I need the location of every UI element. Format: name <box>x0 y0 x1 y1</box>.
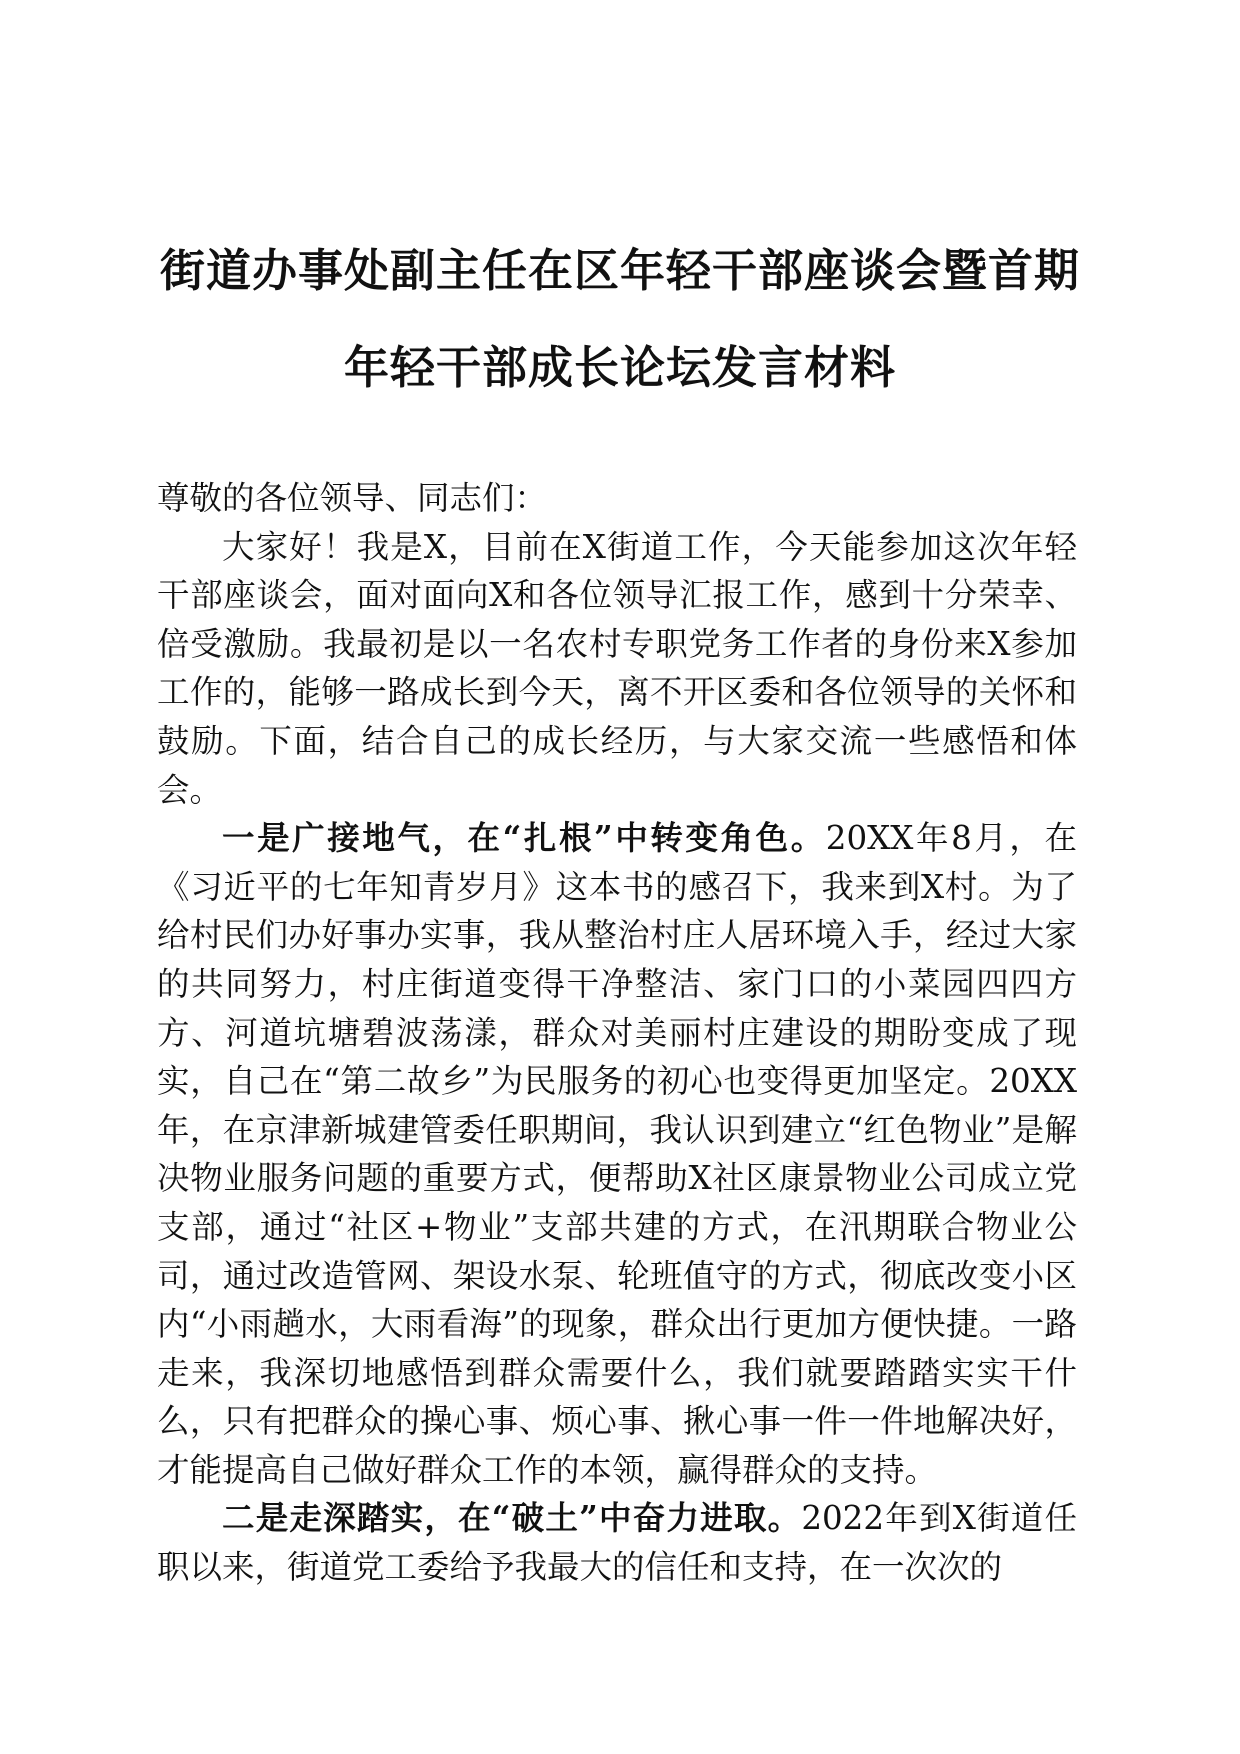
title-line-2: 年轻干部成长论坛发言材料 <box>343 341 896 394</box>
section-2-paragraph <box>157 1494 1077 1591</box>
section-2-body: 2022年到X街道任职以来，街道党工委给予我最大的信任和支持，在一次次的 <box>157 1499 1077 1587</box>
document-title <box>140 222 1100 416</box>
title-line-1: 街道办事处副主任在区年轻干部座谈会暨首期 <box>159 244 1080 297</box>
intro-paragraph: 大家好！我是X，目前在X街道工作，今天能参加这次年轻干部座谈会，面对面向X和各位领导汇报工作，感到十分荣幸、倍受激励。我最初是以一名农村专职党务工作者的身份来X参加工作的，能够一路成长到今天，离不开区委和各位领导的关怀和鼓励。下面，结合自己的成长经历，与大家交流一些感悟和体会。 <box>157 527 1077 809</box>
section-1-body: 20XX年8月，在《习近平的七年知青岁月》这本书的感召下，我来到X村。为了给村民们办好事办实事，我从整治村庄人居环境入手，经过大家的共同努力，村庄街道变得干净整洁、家门口的小菜园四四方方、河道坑塘碧波荡漾，群众对美丽村庄建设的期盼变成了现实，自己在“第二故乡”为民服务的初心也变得更加坚定。20XX年，在京津新城建管委任职期间，我认识到建立“红色物业”是解决物业服务问题的重要方式，便帮助X社区康景物业公司成立党支部，通过“社区+物业”支部共建的方式，在汛期联合物业公司，通过改造管网、架设水泵、轮班值守的方式，彻底改变小区内“小雨趟水，大雨看海”的现象，群众出行更加方便快捷。一路走来，我深切地感悟到群众需要什么，我们就要踏踏实实干什么，只有把群众的操心事、烦心事、揪心事一件一件地解决好，才能提高自己做好群众工作的本领，赢得群众的支持。 <box>157 819 1077 1489</box>
section-1-paragraph <box>157 814 1077 1494</box>
section-1-lead: 一是广接地气，在“扎根”中转变角色。 <box>222 818 826 858</box>
document-body <box>157 474 1077 1592</box>
salutation: 尊敬的各位领导、同志们： <box>157 479 548 517</box>
section-2-lead: 二是走深踏实，在“破土”中奋力进取。 <box>222 1498 802 1538</box>
